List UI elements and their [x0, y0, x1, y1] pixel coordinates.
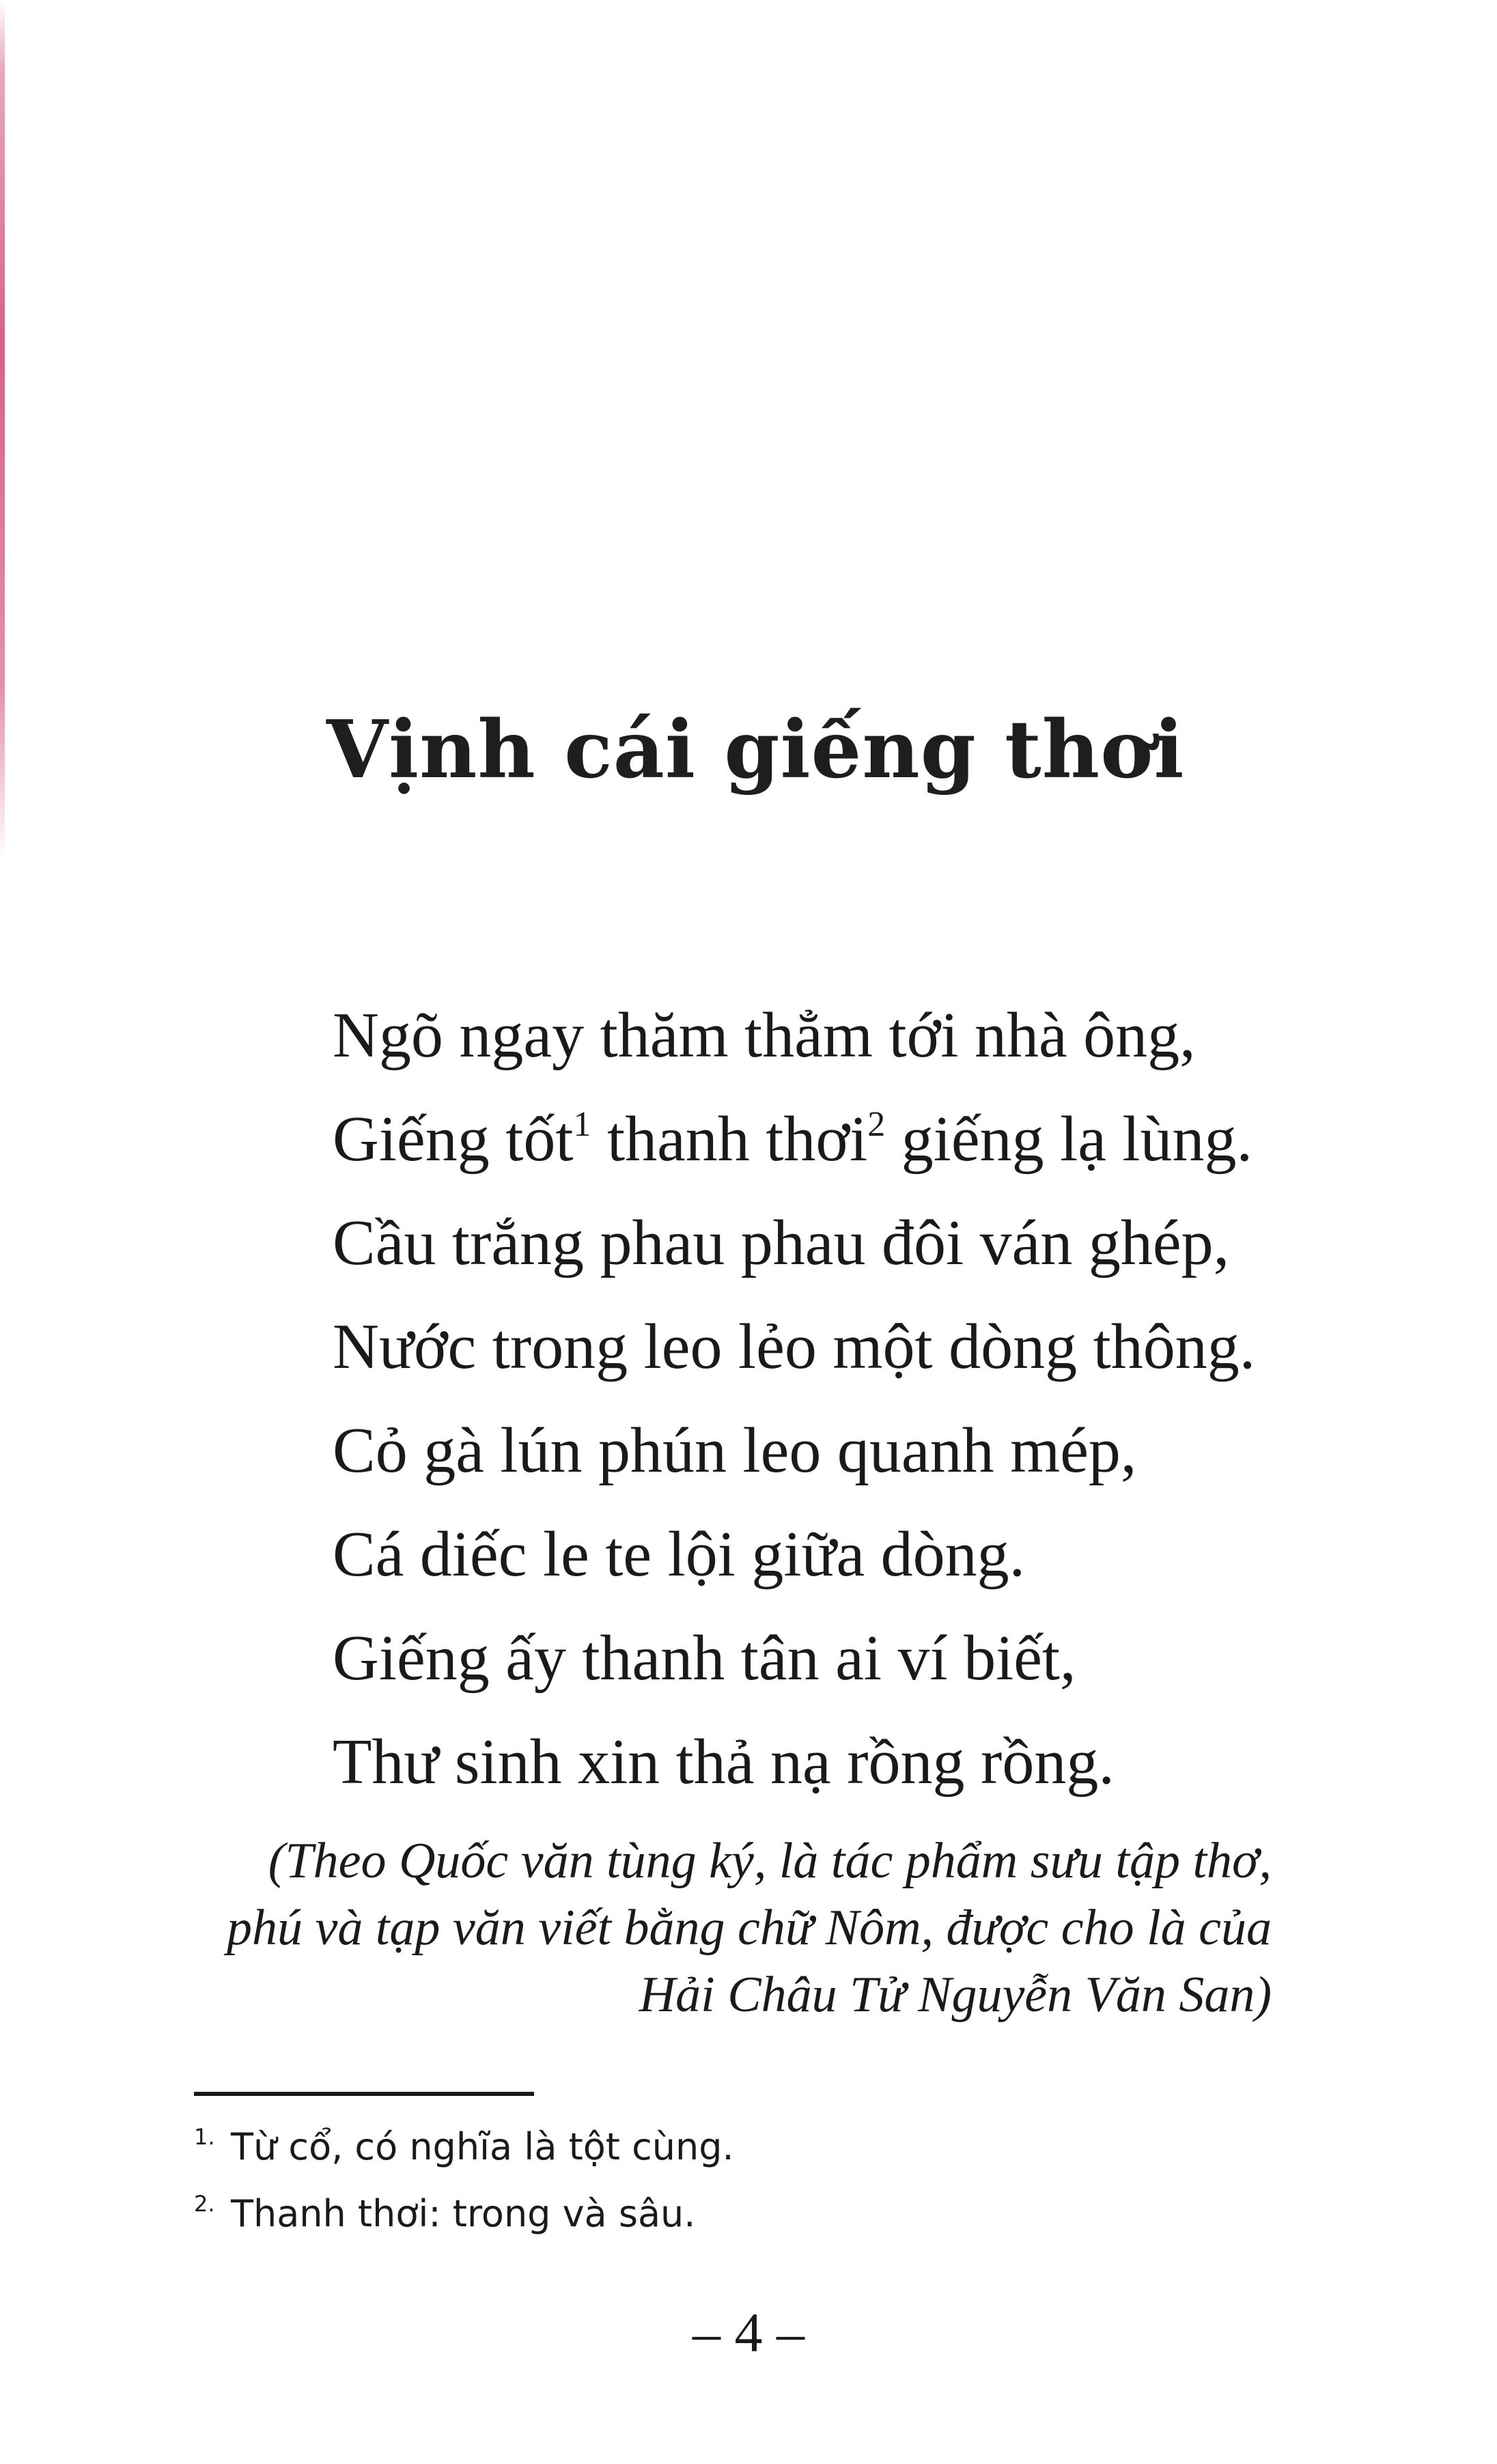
poem-line-3: Cầu trắng phau phau đôi ván ghép,: [333, 1207, 1230, 1278]
page-number: – 4 –: [692, 2301, 805, 2364]
source-line-1: (Theo Quốc văn tùng ký, là tác phẩm sưu tập thơ,: [268, 1833, 1272, 1889]
poem-line-8: Thư sinh xin thả nạ rồng rồng.: [333, 1726, 1115, 1797]
poem-line-7: Giếng ấy thanh tân ai ví biết,: [333, 1623, 1076, 1694]
footnote-number: 1.: [194, 2124, 215, 2150]
source-line-2: phú và tạp văn viết bằng chữ Nôm, được cho là của: [226, 1900, 1272, 1956]
footnote-ref-1: 1: [573, 1105, 591, 1144]
footnote-text: Từ cổ, có nghĩa là tột cùng.: [231, 2125, 734, 2168]
poem-line-2: Giếng tốt$^1$ thanh thơi$^2$ giếng lạ lùng.: [333, 1104, 1253, 1175]
page-edge-decoration: [0, 0, 5, 860]
poem-line-5: Cỏ gà lún phún leo quanh mép,: [333, 1415, 1137, 1486]
poem-body: [333, 983, 1357, 1814]
source-line-3: Hải Châu Tử Nguyễn Văn San): [639, 1967, 1272, 2023]
poem-line-1: Ngõ ngay thăm thẳm tới nhà ông,: [333, 1000, 1196, 1071]
poem-line-4: Nước trong leo lẻo một dòng thông.: [333, 1311, 1256, 1382]
source-citation: [179, 1828, 1272, 2028]
poem-line-6: Cá diếc le te lội giữa dòng.: [333, 1519, 1026, 1590]
footnote-number: 2.: [194, 2191, 215, 2217]
footnote-1: [194, 2103, 1218, 2170]
footnote-2: [194, 2170, 1218, 2237]
footnote-ref-2: 2: [867, 1105, 886, 1144]
footnote-text: Thanh thơi: trong và sâu.: [231, 2192, 696, 2235]
footnote-divider: [194, 2092, 534, 2096]
footnotes: [194, 2103, 1218, 2237]
poem-title: Vịnh cái giếng thơi: [326, 703, 1185, 796]
